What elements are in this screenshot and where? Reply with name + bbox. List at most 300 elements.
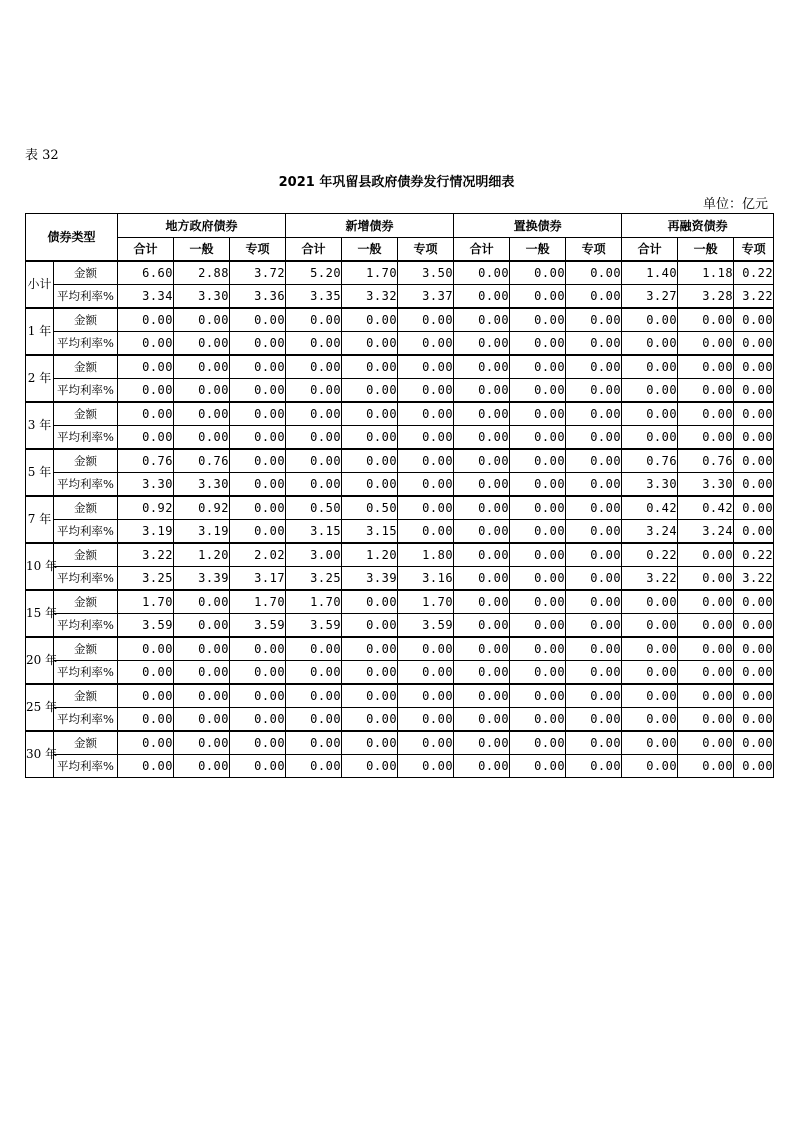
rate-cell: 3.19: [118, 519, 174, 543]
rate-cell: 0.00: [230, 425, 286, 449]
amount-cell: 0.00: [454, 355, 510, 379]
rate-cell: 0.00: [510, 472, 566, 496]
rate-cell: 0.00: [174, 613, 230, 637]
amount-cell: 0.00: [734, 496, 774, 520]
table-row-rate: [26, 284, 774, 308]
amount-cell: 0.00: [734, 308, 774, 332]
amount-cell: 0.00: [118, 731, 174, 755]
rate-cell: 0.00: [230, 660, 286, 684]
amount-cell: 0.22: [622, 543, 678, 567]
amount-cell: 0.00: [734, 684, 774, 708]
rate-cell: 0.00: [398, 472, 454, 496]
amount-cell: 0.00: [566, 308, 622, 332]
amount-cell: 0.00: [286, 731, 342, 755]
amount-cell: 1.70: [230, 590, 286, 614]
sub-header-general: 一般: [510, 237, 566, 261]
amount-cell: 0.00: [678, 684, 734, 708]
rate-cell: 0.00: [510, 707, 566, 731]
rate-cell: 3.30: [622, 472, 678, 496]
amount-cell: 0.00: [342, 684, 398, 708]
amount-cell: 1.70: [286, 590, 342, 614]
rate-cell: 0.00: [342, 472, 398, 496]
rate-cell: 0.00: [174, 754, 230, 778]
sub-header-special: 专项: [734, 237, 774, 261]
rate-cell: 0.00: [118, 331, 174, 355]
amount-cell: 0.00: [622, 684, 678, 708]
amount-cell: 0.00: [510, 355, 566, 379]
amount-cell: 0.00: [398, 496, 454, 520]
amount-cell: 0.00: [174, 731, 230, 755]
rate-cell: 0.00: [678, 707, 734, 731]
amount-cell: 1.70: [398, 590, 454, 614]
amount-cell: 0.00: [566, 543, 622, 567]
bond-type-header: 债券类型: [26, 214, 118, 261]
rate-cell: 3.30: [174, 472, 230, 496]
rate-cell: 3.34: [118, 284, 174, 308]
page-title: 2021 年巩留县政府债券发行情况明细表: [278, 175, 515, 190]
rate-cell: 0.00: [230, 472, 286, 496]
rate-cell: 0.00: [510, 660, 566, 684]
amount-cell: 0.00: [566, 637, 622, 661]
amount-cell: 0.00: [622, 402, 678, 426]
amount-label: 金额: [54, 449, 118, 473]
amount-cell: 0.00: [118, 355, 174, 379]
rate-cell: 0.00: [734, 519, 774, 543]
amount-cell: 0.00: [286, 355, 342, 379]
amount-cell: 0.00: [398, 731, 454, 755]
amount-cell: 0.00: [398, 637, 454, 661]
rate-cell: 0.00: [230, 378, 286, 402]
rate-cell: 0.00: [454, 566, 510, 590]
amount-label: 金额: [54, 684, 118, 708]
rate-label: 平均利率%: [54, 707, 118, 731]
amount-cell: 0.00: [454, 543, 510, 567]
amount-cell: 0.00: [230, 684, 286, 708]
rate-cell: 0.00: [454, 284, 510, 308]
amount-cell: 0.00: [286, 637, 342, 661]
rate-cell: 3.17: [230, 566, 286, 590]
rate-cell: 0.00: [398, 331, 454, 355]
rate-cell: 0.00: [342, 754, 398, 778]
amount-cell: 0.00: [342, 355, 398, 379]
amount-cell: 0.00: [174, 355, 230, 379]
rate-cell: 3.30: [118, 472, 174, 496]
rate-cell: 0.00: [510, 566, 566, 590]
amount-cell: 0.76: [678, 449, 734, 473]
rate-cell: 0.00: [734, 707, 774, 731]
amount-cell: 1.70: [118, 590, 174, 614]
amount-cell: 0.00: [510, 637, 566, 661]
rate-cell: 0.00: [566, 566, 622, 590]
rate-cell: 0.00: [342, 331, 398, 355]
amount-cell: 0.00: [510, 496, 566, 520]
rate-cell: 3.22: [734, 566, 774, 590]
amount-cell: 0.00: [510, 590, 566, 614]
rate-cell: 0.00: [230, 331, 286, 355]
amount-cell: 0.92: [174, 496, 230, 520]
amount-cell: 0.22: [734, 261, 774, 285]
table-row-rate: [26, 425, 774, 449]
rate-label: 平均利率%: [54, 566, 118, 590]
amount-cell: 1.18: [678, 261, 734, 285]
amount-cell: 0.00: [230, 496, 286, 520]
rate-cell: 3.32: [342, 284, 398, 308]
table-row-amount: [26, 308, 774, 332]
sub-header-total: 合计: [454, 237, 510, 261]
amount-cell: 0.00: [510, 543, 566, 567]
amount-cell: 0.00: [342, 402, 398, 426]
rate-cell: 0.00: [454, 660, 510, 684]
rate-cell: 0.00: [510, 613, 566, 637]
table-row-rate: [26, 707, 774, 731]
rate-cell: 0.00: [734, 472, 774, 496]
rate-cell: 0.00: [734, 660, 774, 684]
rate-cell: 3.59: [398, 613, 454, 637]
amount-cell: 0.00: [230, 731, 286, 755]
amount-cell: 0.42: [622, 496, 678, 520]
table-row-rate: [26, 613, 774, 637]
rate-cell: 0.00: [454, 472, 510, 496]
rate-cell: 0.00: [566, 707, 622, 731]
rate-cell: 0.00: [342, 378, 398, 402]
rate-cell: 0.00: [342, 425, 398, 449]
amount-cell: 0.00: [454, 731, 510, 755]
table-row-rate: [26, 519, 774, 543]
rate-cell: 0.00: [454, 613, 510, 637]
rate-cell: 0.00: [678, 613, 734, 637]
amount-cell: 0.00: [734, 355, 774, 379]
amount-cell: 0.00: [118, 637, 174, 661]
amount-cell: 0.00: [286, 449, 342, 473]
rate-cell: 0.00: [678, 425, 734, 449]
amount-cell: 3.72: [230, 261, 286, 285]
amount-cell: 0.00: [566, 731, 622, 755]
bond-issuance-table: [25, 213, 774, 778]
amount-cell: 0.00: [342, 308, 398, 332]
table-row-amount: [26, 637, 774, 661]
amount-cell: 0.00: [286, 308, 342, 332]
term-cell: 7 年: [26, 496, 54, 543]
rate-cell: 0.00: [678, 566, 734, 590]
term-cell: 20 年: [26, 637, 54, 684]
amount-cell: 0.76: [622, 449, 678, 473]
rate-cell: 0.00: [734, 425, 774, 449]
rate-cell: 3.25: [286, 566, 342, 590]
table-row-rate: [26, 754, 774, 778]
rate-cell: 0.00: [622, 754, 678, 778]
rate-cell: 0.00: [566, 284, 622, 308]
rate-cell: 0.00: [342, 613, 398, 637]
term-cell: 10 年: [26, 543, 54, 590]
amount-cell: 0.00: [398, 308, 454, 332]
amount-cell: 0.00: [622, 731, 678, 755]
rate-cell: 0.00: [566, 472, 622, 496]
sub-header-general: 一般: [342, 237, 398, 261]
rate-cell: 3.35: [286, 284, 342, 308]
rate-cell: 3.28: [678, 284, 734, 308]
rate-cell: 0.00: [174, 378, 230, 402]
rate-cell: 0.00: [398, 754, 454, 778]
rate-cell: 3.59: [118, 613, 174, 637]
amount-label: 金额: [54, 590, 118, 614]
rate-cell: 0.00: [510, 425, 566, 449]
rate-cell: 0.00: [622, 425, 678, 449]
amount-cell: 0.00: [118, 308, 174, 332]
amount-cell: 0.00: [566, 590, 622, 614]
amount-label: 金额: [54, 637, 118, 661]
amount-label: 金额: [54, 308, 118, 332]
table-row-amount: [26, 731, 774, 755]
rate-cell: 3.27: [622, 284, 678, 308]
table-row-amount: [26, 355, 774, 379]
amount-cell: 0.00: [286, 684, 342, 708]
amount-cell: 0.50: [286, 496, 342, 520]
rate-cell: 0.00: [454, 378, 510, 402]
rate-cell: 0.00: [622, 660, 678, 684]
rate-cell: 0.00: [678, 660, 734, 684]
amount-cell: 0.00: [230, 355, 286, 379]
rate-cell: 0.00: [566, 613, 622, 637]
amount-cell: 0.00: [454, 637, 510, 661]
rate-cell: 3.22: [622, 566, 678, 590]
amount-cell: 2.88: [174, 261, 230, 285]
rate-cell: 3.22: [734, 284, 774, 308]
amount-cell: 0.00: [678, 590, 734, 614]
table-row-amount: [26, 261, 774, 285]
amount-cell: 0.00: [342, 731, 398, 755]
rate-cell: 0.00: [734, 613, 774, 637]
amount-cell: 3.50: [398, 261, 454, 285]
table-row-rate: [26, 378, 774, 402]
rate-cell: 0.00: [174, 425, 230, 449]
amount-cell: 0.00: [398, 355, 454, 379]
amount-cell: 0.00: [174, 684, 230, 708]
amount-cell: 0.00: [510, 684, 566, 708]
rate-cell: 3.15: [342, 519, 398, 543]
rate-cell: 3.37: [398, 284, 454, 308]
sub-header-special: 专项: [566, 237, 622, 261]
rate-cell: 0.00: [622, 707, 678, 731]
amount-cell: 0.00: [566, 355, 622, 379]
amount-cell: 0.22: [734, 543, 774, 567]
amount-cell: 0.00: [342, 590, 398, 614]
amount-cell: 0.50: [342, 496, 398, 520]
rate-label: 平均利率%: [54, 425, 118, 449]
amount-cell: 0.76: [118, 449, 174, 473]
rate-cell: 3.30: [678, 472, 734, 496]
rate-cell: 0.00: [734, 331, 774, 355]
term-cell: 3 年: [26, 402, 54, 449]
rate-cell: 0.00: [622, 331, 678, 355]
amount-cell: 0.00: [230, 308, 286, 332]
rate-cell: 0.00: [398, 707, 454, 731]
amount-cell: 0.00: [118, 402, 174, 426]
amount-cell: 0.00: [510, 731, 566, 755]
amount-cell: 0.00: [342, 637, 398, 661]
amount-cell: 0.00: [398, 449, 454, 473]
table-row-amount: [26, 449, 774, 473]
amount-cell: 0.00: [510, 261, 566, 285]
sub-header-special: 专项: [398, 237, 454, 261]
amount-label: 金额: [54, 731, 118, 755]
group-header-replacement: 置换债券: [454, 214, 622, 238]
rate-cell: 3.59: [230, 613, 286, 637]
amount-cell: 0.00: [566, 261, 622, 285]
amount-cell: 0.00: [734, 402, 774, 426]
amount-cell: 0.00: [734, 637, 774, 661]
rate-cell: 3.24: [622, 519, 678, 543]
term-cell: 5 年: [26, 449, 54, 496]
amount-cell: 0.00: [454, 308, 510, 332]
rate-cell: 0.00: [510, 754, 566, 778]
rate-cell: 0.00: [678, 331, 734, 355]
amount-cell: 0.00: [510, 402, 566, 426]
rate-cell: 0.00: [118, 425, 174, 449]
rate-cell: 0.00: [286, 331, 342, 355]
amount-cell: 0.00: [230, 402, 286, 426]
amount-cell: 0.00: [230, 637, 286, 661]
amount-cell: 0.76: [174, 449, 230, 473]
amount-cell: 0.00: [566, 402, 622, 426]
rate-cell: 0.00: [510, 519, 566, 543]
amount-cell: 1.40: [622, 261, 678, 285]
amount-cell: 2.02: [230, 543, 286, 567]
amount-cell: 0.00: [174, 308, 230, 332]
amount-label: 金额: [54, 261, 118, 285]
rate-cell: 3.16: [398, 566, 454, 590]
rate-cell: 3.39: [342, 566, 398, 590]
table-row-amount: [26, 590, 774, 614]
rate-cell: 0.00: [566, 331, 622, 355]
rate-cell: 3.59: [286, 613, 342, 637]
amount-cell: 0.00: [230, 449, 286, 473]
rate-label: 平均利率%: [54, 613, 118, 637]
amount-cell: 0.00: [174, 637, 230, 661]
amount-cell: 0.00: [734, 449, 774, 473]
rate-cell: 0.00: [678, 754, 734, 778]
amount-cell: 0.00: [174, 590, 230, 614]
amount-cell: 0.00: [566, 449, 622, 473]
table-body: [26, 261, 774, 778]
rate-cell: 0.00: [398, 378, 454, 402]
rate-cell: 0.00: [286, 472, 342, 496]
rate-label: 平均利率%: [54, 472, 118, 496]
rate-cell: 0.00: [286, 660, 342, 684]
table-row-amount: [26, 402, 774, 426]
amount-cell: 1.20: [342, 543, 398, 567]
amount-cell: 0.00: [622, 355, 678, 379]
amount-cell: 0.00: [734, 590, 774, 614]
amount-cell: 0.00: [678, 543, 734, 567]
term-cell: 小计: [26, 261, 54, 308]
rate-cell: 0.00: [174, 660, 230, 684]
rate-cell: 0.00: [230, 754, 286, 778]
rate-cell: 0.00: [286, 378, 342, 402]
rate-cell: 0.00: [118, 660, 174, 684]
amount-cell: 0.00: [622, 637, 678, 661]
amount-cell: 0.00: [622, 308, 678, 332]
rate-cell: 0.00: [342, 707, 398, 731]
table-row-rate: [26, 566, 774, 590]
rate-cell: 3.15: [286, 519, 342, 543]
rate-cell: 0.00: [510, 284, 566, 308]
rate-cell: 0.00: [734, 378, 774, 402]
amount-cell: 0.00: [454, 402, 510, 426]
amount-cell: 0.00: [398, 402, 454, 426]
rate-cell: 0.00: [342, 660, 398, 684]
amount-cell: 0.00: [510, 308, 566, 332]
table-row-rate: [26, 660, 774, 684]
group-header-new: 新增债券: [286, 214, 454, 238]
amount-cell: 0.00: [174, 402, 230, 426]
group-header-refinancing: 再融资债券: [622, 214, 774, 238]
amount-cell: 0.00: [622, 590, 678, 614]
rate-cell: 0.00: [398, 519, 454, 543]
sub-header-special: 专项: [230, 237, 286, 261]
rate-cell: 0.00: [454, 519, 510, 543]
rate-cell: 0.00: [286, 425, 342, 449]
amount-cell: 0.00: [678, 355, 734, 379]
amount-label: 金额: [54, 543, 118, 567]
rate-cell: 0.00: [118, 378, 174, 402]
amount-cell: 1.70: [342, 261, 398, 285]
amount-cell: 0.00: [734, 731, 774, 755]
amount-cell: 0.00: [398, 684, 454, 708]
amount-cell: 0.00: [454, 496, 510, 520]
amount-cell: 1.80: [398, 543, 454, 567]
amount-label: 金额: [54, 496, 118, 520]
amount-cell: 0.00: [566, 684, 622, 708]
amount-cell: 0.00: [342, 449, 398, 473]
amount-cell: 6.60: [118, 261, 174, 285]
rate-cell: 3.36: [230, 284, 286, 308]
table-row-amount: [26, 684, 774, 708]
rate-cell: 0.00: [734, 754, 774, 778]
table-row-amount: [26, 543, 774, 567]
amount-cell: 0.00: [678, 308, 734, 332]
rate-cell: 0.00: [174, 707, 230, 731]
rate-cell: 0.00: [454, 425, 510, 449]
amount-cell: 0.00: [454, 684, 510, 708]
rate-cell: 0.00: [286, 707, 342, 731]
rate-cell: 0.00: [566, 378, 622, 402]
table-row-amount: [26, 496, 774, 520]
amount-cell: 3.00: [286, 543, 342, 567]
rate-cell: 0.00: [174, 331, 230, 355]
term-cell: 2 年: [26, 355, 54, 402]
amount-cell: 0.00: [678, 731, 734, 755]
sub-header-total: 合计: [118, 237, 174, 261]
amount-cell: 0.00: [454, 449, 510, 473]
amount-cell: 0.00: [454, 590, 510, 614]
sub-header-general: 一般: [174, 237, 230, 261]
group-header-local-government: 地方政府债券: [118, 214, 286, 238]
table-row-rate: [26, 331, 774, 355]
rate-cell: 0.00: [622, 378, 678, 402]
amount-cell: 0.00: [678, 402, 734, 426]
amount-cell: 0.00: [118, 684, 174, 708]
rate-label: 平均利率%: [54, 754, 118, 778]
rate-cell: 0.00: [454, 331, 510, 355]
amount-cell: 0.00: [454, 261, 510, 285]
term-cell: 15 年: [26, 590, 54, 637]
sub-header-total: 合计: [622, 237, 678, 261]
rate-cell: 0.00: [678, 378, 734, 402]
rate-cell: 0.00: [566, 519, 622, 543]
term-cell: 25 年: [26, 684, 54, 731]
amount-cell: 0.00: [286, 402, 342, 426]
table-label: 表 32: [25, 148, 59, 163]
